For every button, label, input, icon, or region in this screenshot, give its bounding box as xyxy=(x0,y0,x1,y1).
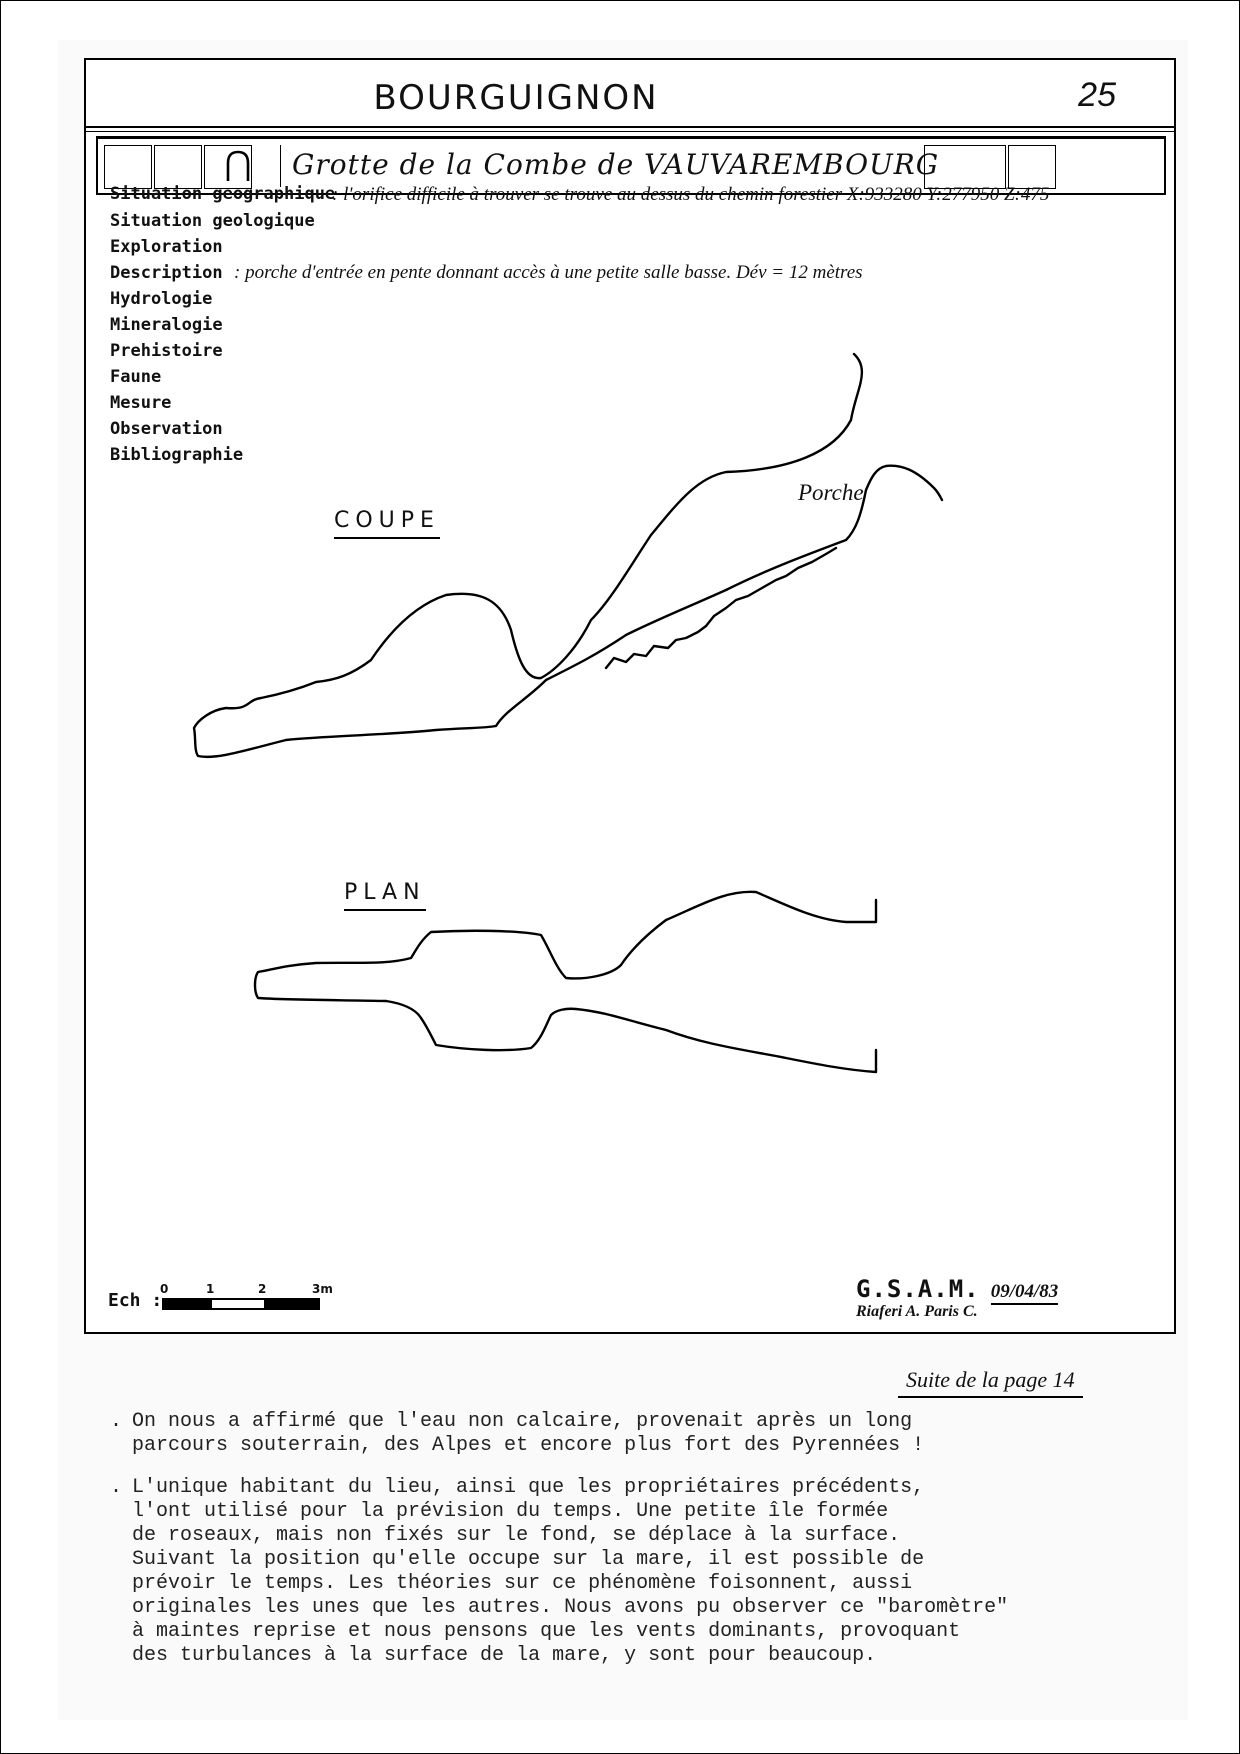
note-line: L'unique habitant du lieu, ainsi que les propriétaires précédents, xyxy=(132,1476,925,1499)
field-faune: Faune xyxy=(110,367,162,387)
field-exploration: Exploration xyxy=(110,237,223,257)
field-description: Description xyxy=(110,263,223,283)
section-ceiling-line xyxy=(194,354,942,757)
region-title: BOURGUIGNON xyxy=(373,78,659,118)
note-line: à maintes reprise et nous pensons que les vents dominants, provoquant xyxy=(132,1620,961,1643)
note-line: originales les unes que les autres. Nous avons pu observer ce "baromètre" xyxy=(132,1596,1009,1619)
note-line: l'ont utilisé pour la prévision du temps. Une petite île formée xyxy=(132,1500,889,1523)
scale-tick-1: 1 xyxy=(206,1282,215,1296)
entrance-label: Porche xyxy=(798,480,864,505)
field-bibliographie: Bibliographie xyxy=(110,445,244,465)
note-line: On nous a affirmé que l'eau non calcaire, provenait après un long xyxy=(132,1410,913,1433)
note-line: des turbulances à la surface de la mare, y sont pour beaucoup. xyxy=(132,1644,877,1667)
field-mineralogie: Mineralogie xyxy=(110,315,223,335)
section-drawing xyxy=(194,354,942,757)
field-label: Situation geographique xyxy=(110,184,336,204)
survey-authors: Riaferi A. Paris C. xyxy=(856,1303,978,1320)
sheet-number: 25 xyxy=(1078,76,1116,114)
note-2 xyxy=(110,1476,1110,1668)
scale-label: Ech : xyxy=(108,1290,163,1311)
field-mesure: Mesure xyxy=(110,393,172,413)
field-note-situation-geographique: : l'orifice difficile à trouver se trouve au dessus du chemin forestier X:933280 Y:277950 Z:475 xyxy=(332,184,1050,205)
note-line: prévoir le temps. Les théories sur ce phénomène foisonnent, aussi xyxy=(132,1572,913,1595)
section-label: COUPE xyxy=(334,508,440,539)
scale-tick-0: 0 xyxy=(160,1282,169,1296)
plan-lower-wall xyxy=(386,1001,876,1072)
survey-date: 09/04/83 xyxy=(991,1281,1059,1305)
field-prehistoire: Prehistoire xyxy=(110,341,223,361)
credits-block xyxy=(856,1275,1058,1321)
cave-name: Grotte de la Combe de VAUVAREMBOURG xyxy=(292,148,940,181)
field-hydrologie: Hydrologie xyxy=(110,289,213,309)
scale-tick-3: 3m xyxy=(312,1282,333,1296)
note-bullet: . xyxy=(110,1410,123,1433)
note-bullet: . xyxy=(110,1476,123,1499)
field-situation-geologique: Situation geologique xyxy=(110,211,315,231)
cave-survey-drawing xyxy=(86,60,1174,1332)
scale-tick-2: 2 xyxy=(258,1282,267,1296)
plan-label: PLAN xyxy=(344,880,426,911)
section-boulders xyxy=(606,548,836,668)
cave-record-sheet xyxy=(84,58,1176,1334)
continuation-label: Suite de la page 14 xyxy=(898,1367,1083,1398)
field-observation: Observation xyxy=(110,419,223,439)
club-name: G.S.A.M. xyxy=(856,1275,980,1303)
note-line: Suivant la position qu'elle occupe sur la mare, il est possible de xyxy=(132,1548,925,1571)
note-1 xyxy=(110,1410,1110,1458)
field-note-description: : porche d'entrée en pente donnant accès à une petite salle basse. Dév = 12 mètres xyxy=(234,262,863,283)
note-line: de roseaux, mais non fixés sur le fond, se déplace à la surface. xyxy=(132,1524,901,1547)
scale-bar xyxy=(162,1298,320,1310)
note-line: parcours souterrain, des Alpes et encore plus fort des Pyrennées ! xyxy=(132,1434,925,1457)
plan-drawing xyxy=(255,892,876,1072)
notes-text xyxy=(110,1410,1110,1686)
